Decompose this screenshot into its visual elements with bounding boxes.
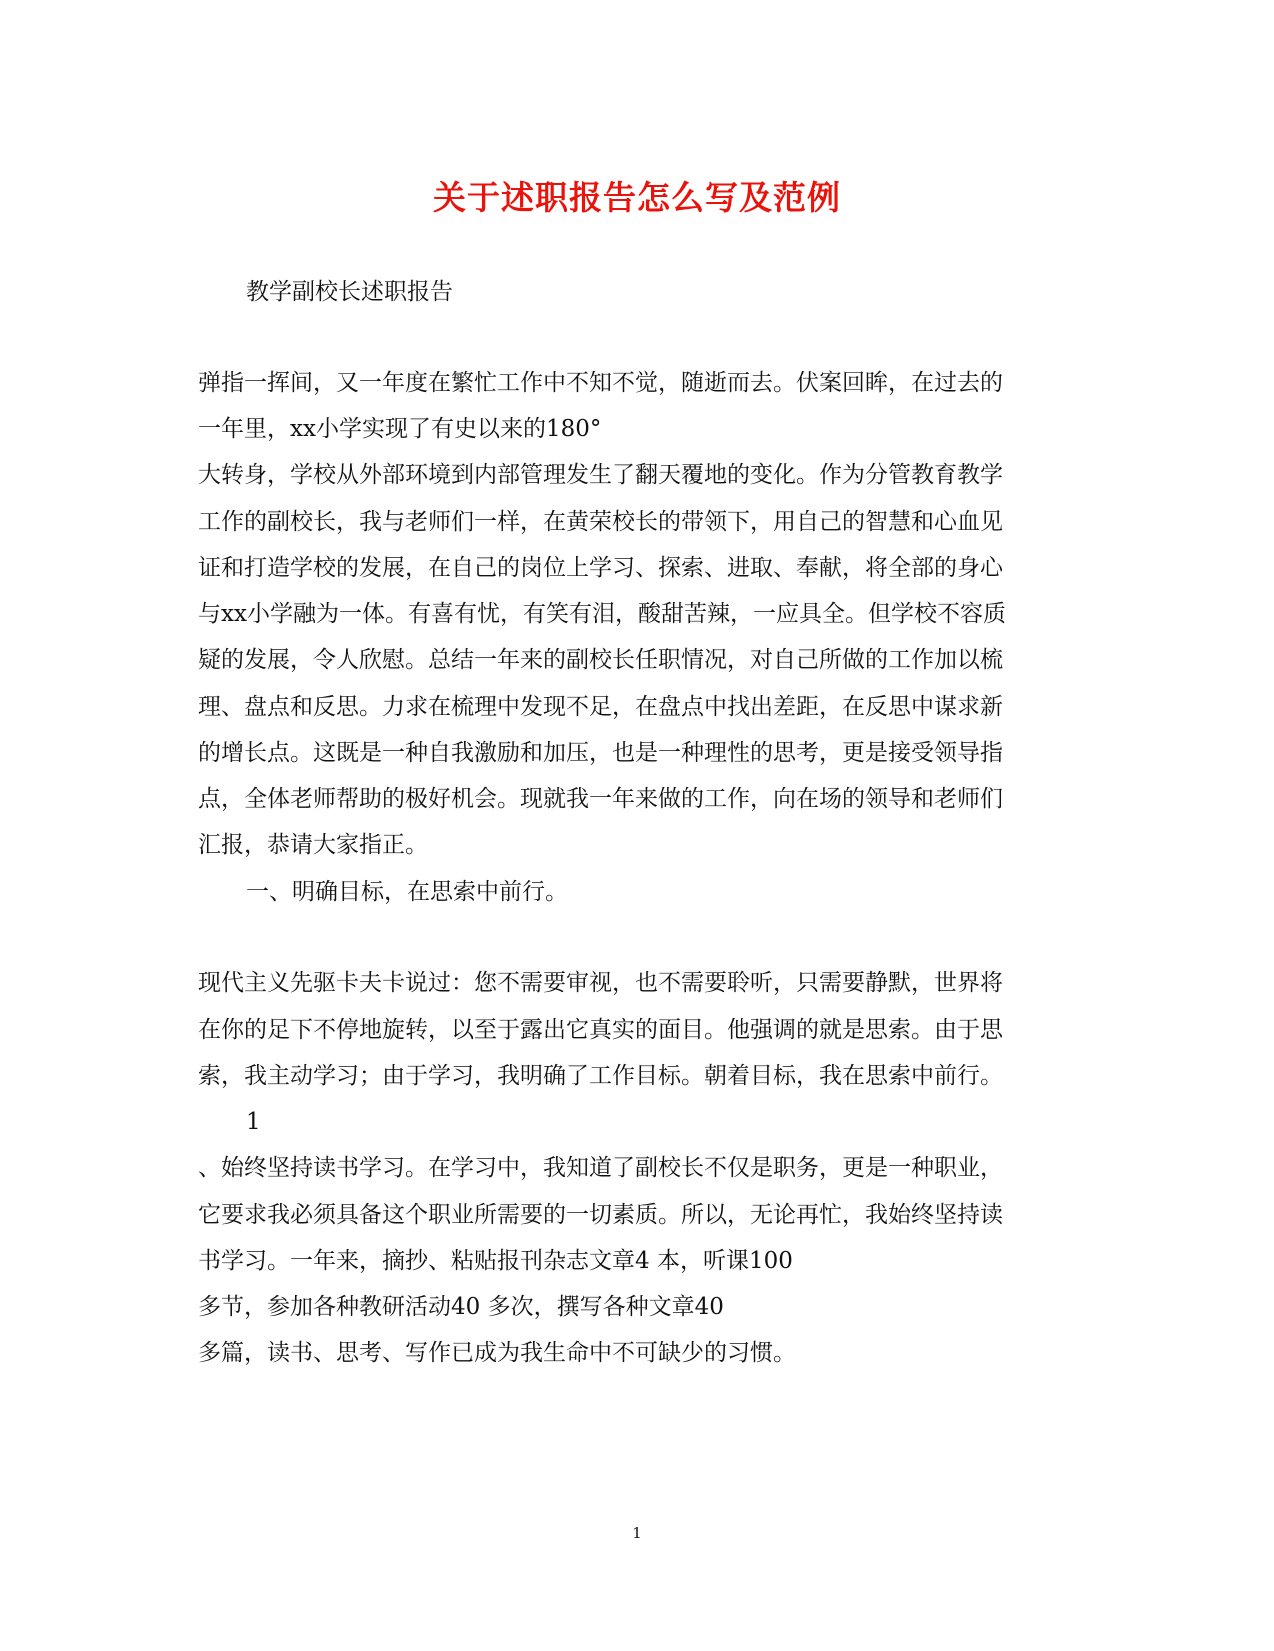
body-line: 书学习。一年来，摘抄、粘贴报刊杂志文章4 本，听课100 [198, 1248, 793, 1274]
document-subtitle: 教学副校长述职报告 [246, 279, 453, 305]
body-line: 汇报，恭请大家指正。 [198, 832, 428, 858]
body-line: 疑的发展，令人欣慰。总结一年来的副校长任职情况，对自己所做的工作加以梳 [198, 647, 1003, 673]
body-line: 索，我主动学习；由于学习，我明确了工作目标。朝着目标，我在思索中前行。 [198, 1063, 1003, 1089]
body-line: 它要求我必须具备这个职业所需要的一切素质。所以，无论再忙，我始终坚持读 [198, 1202, 1003, 1228]
body-line: 在你的足下不停地旋转，以至于露出它真实的面目。他强调的就是思索。由于思 [198, 1017, 1003, 1043]
body-line: 的增长点。这既是一种自我激励和加压，也是一种理性的思考，更是接受领导指 [198, 740, 1003, 766]
body-line: 多篇，读书、思考、写作已成为我生命中不可缺少的习惯。 [198, 1340, 796, 1366]
body-line: 点，全体老师帮助的极好机会。现就我一年来做的工作，向在场的领导和老师们 [198, 786, 1003, 812]
body-line: 多节，参加各种教研活动40 多次，撰写各种文章40 [198, 1294, 724, 1320]
section-heading: 一、明确目标，在思索中前行。 [246, 879, 568, 905]
body-line: 现代主义先驱卡夫卡说过：您不需要审视，也不需要聆听，只需要静默，世界将 [198, 970, 1003, 996]
page-number: 1 [632, 1524, 642, 1542]
body-line: 理、盘点和反思。力求在梳理中发现不足，在盘点中找出差距，在反思中谋求新 [198, 694, 1003, 720]
body-line: 、始终坚持读书学习。在学习中，我知道了副校长不仅是职务，更是一种职业， [198, 1155, 1003, 1181]
list-number: 1 [246, 1109, 261, 1135]
body-line: 一年里，xx小学实现了有史以来的180° [198, 416, 602, 442]
body-line: 大转身，学校从外部环境到内部管理发生了翻天覆地的变化。作为分管教育教学 [198, 462, 1003, 488]
body-line: 工作的副校长，我与老师们一样，在黄荣校长的带领下，用自己的智慧和心血见 [198, 509, 1003, 535]
body-line: 与xx小学融为一体。有喜有忧，有笑有泪，酸甜苦辣，一应具全。但学校不容质 [198, 601, 1006, 627]
body-line: 弹指一挥间，又一年度在繁忙工作中不知不觉，随逝而去。伏案回眸，在过去的 [198, 370, 1003, 396]
document-title: 关于述职报告怎么写及范例 [433, 178, 841, 217]
body-line: 证和打造学校的发展，在自己的岗位上学习、探索、进取、奉献，将全部的身心 [198, 555, 1003, 581]
